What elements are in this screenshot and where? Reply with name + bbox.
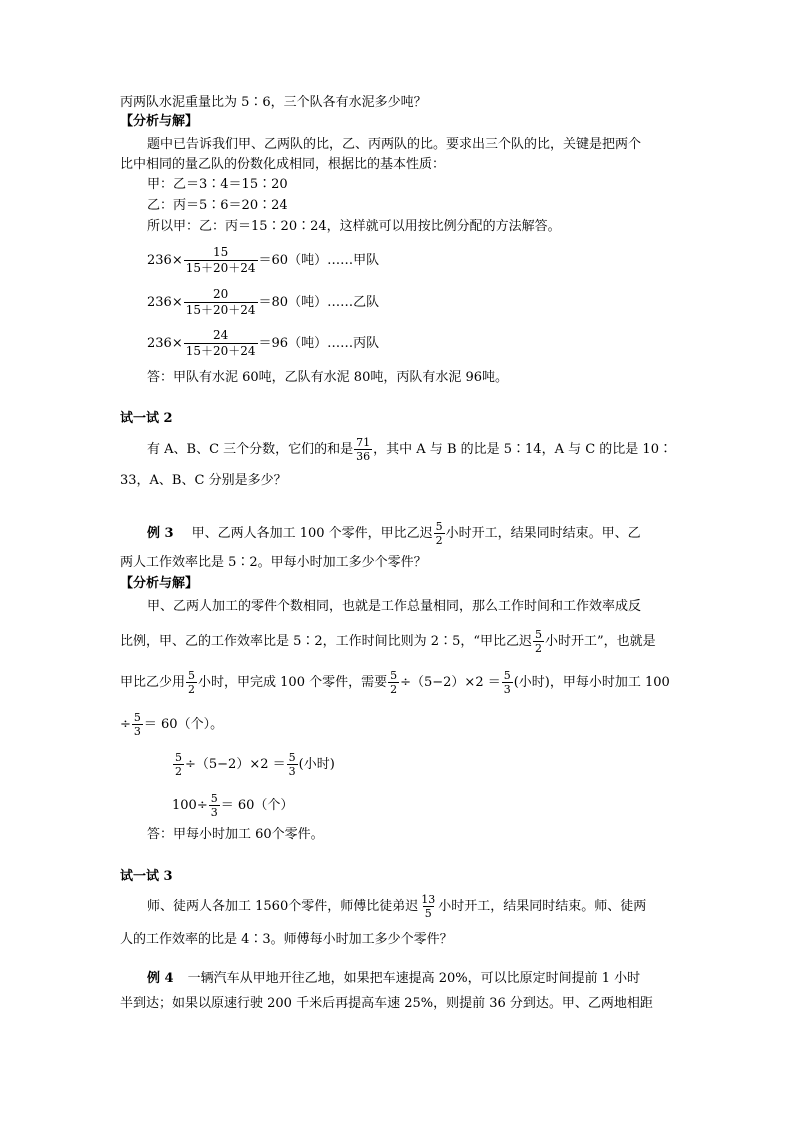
ratio-line: 乙：丙＝5∶6＝20∶24 (147, 198, 288, 213)
fraction: $\frac{5}{2}$ (175, 751, 182, 778)
paragraph-line: 人的工作效率的比是 4∶3。师傅每小时加工多少个零件？ (120, 932, 453, 947)
fraction: $\frac{5}{2}$ (435, 520, 443, 547)
try-heading: 试一试 2 (120, 411, 173, 426)
example-label: 例 3 (147, 526, 174, 541)
fraction: $\frac{5}{2}$ (390, 669, 398, 696)
paragraph-line: ÷ $\frac{5}{3}$ ＝ 60（个）。 (120, 711, 224, 738)
paragraph-line: 半到达；如果以原速行驶 200 千米后再提高车速 25%，则提前 36 分到达。甲、乙两地相距 (120, 996, 653, 1011)
try-heading: 试一试 3 (120, 869, 173, 884)
paragraph-line: 师、徒两人各加工 1560个零件，师傅比徒弟迟 $\frac{13}{5}$ 小时开工，结果同时结束。师、徒两 (147, 893, 647, 920)
example-label: 例 4 (147, 971, 174, 986)
ratio-line: 甲：乙＝3∶4＝15∶20 (147, 177, 288, 192)
formula-line: 236× $\frac{24}{15+20+24}$ ＝96（吨）……丙队 (147, 328, 380, 358)
ratio-line: 所以甲：乙：丙＝15∶20∶24，这样就可以用按比例分配的方法解答。 (147, 219, 561, 234)
paragraph-line: 甲、乙两人加工的零件个数相同，也就是工作总量相同，那么工作时间和工作效率成反 (147, 599, 642, 614)
answer-line: 答：甲队有水泥 60吨，乙队有水泥 80吨，丙队有水泥 96吨。 (147, 370, 509, 385)
fraction: $\frac{15}{15+20+24}$ (185, 245, 256, 275)
example-line: 例 3 甲、乙两人各加工 100 个零件，甲比乙迟 $\frac{5}{2}$ 小时开工，结果同时结束。甲、乙 (147, 520, 641, 547)
fraction: $\frac{5}{3}$ (503, 669, 511, 696)
fraction: $\frac{24}{15+20+24}$ (185, 328, 256, 358)
fraction: $\frac{5}{3}$ (210, 792, 218, 819)
fraction: $\frac{5}{2}$ (188, 669, 196, 696)
paragraph-line: 甲比乙少用 $\frac{5}{2}$ 小时，甲完成 100 个零件，需要 $\frac{5}{2}$ ÷（5−2）×2 ＝ $\frac{5}{3}$ (小时)，甲每小时加工 100 (120, 669, 670, 696)
formula-line: 236× $\frac{20}{15+20+24}$ ＝80（吨）……乙队 (147, 287, 380, 317)
fraction: $\frac{5}{2}$ (535, 628, 542, 655)
fraction: $\frac{71}{36}$ (356, 436, 371, 463)
paragraph-line: 33，A、B、C 分别是多少？ (120, 473, 287, 488)
section-heading: 【分析与解】 (120, 114, 199, 129)
fraction: $\frac{13}{5}$ (421, 893, 436, 920)
fraction: $\frac{5}{3}$ (288, 751, 296, 778)
calc-line: $\frac{5}{2}$ ÷（5−2）×2 ＝ $\frac{5}{3}$ (小时) (175, 751, 335, 778)
example-line: 例 4 一辆汽车从甲地开往乙地，如果把车速提高 20%，可以比原定时间提前 1 小时 (147, 971, 641, 986)
fraction: $\frac{20}{15+20+24}$ (185, 287, 256, 317)
paragraph-line: 题中已告诉我们甲、乙两队的比，乙、丙两队的比。要求出三个队的比，关键是把两个 (147, 137, 642, 152)
paragraph-line: 比中相同的量乙队的份数化成相同，根据比的基本性质： (120, 157, 446, 172)
paragraph-line: 有 A、B、C 三个分数，它们的和是 $\frac{71}{36}$ ，其中 A 与 B 的比是 5∶14，A 与 C 的比是 10∶ (147, 436, 672, 463)
fraction: $\frac{5}{3}$ (133, 711, 141, 738)
paragraph-line: 比例，甲、乙的工作效率比是 5∶2，工作时间比则为 2∶5，“甲比乙迟 $\frac{5}{2}$ 小时开工”，也就是 (120, 628, 656, 655)
section-heading: 【分析与解】 (120, 576, 199, 591)
paragraph-line: 两人工作效率比是 5∶2。甲每小时加工多少个零件？ (120, 555, 427, 570)
problem-text: 丙两队水泥重量比为 5∶6，三个队各有水泥多少吨？ (120, 95, 427, 110)
answer-line: 答：甲每小时加工 60个零件。 (147, 827, 324, 842)
formula-line: 236× $\frac{15}{15+20+24}$ ＝60（吨）……甲队 (147, 245, 380, 275)
calc-line: 100÷ $\frac{5}{3}$ ＝ 60（个） (172, 792, 294, 819)
